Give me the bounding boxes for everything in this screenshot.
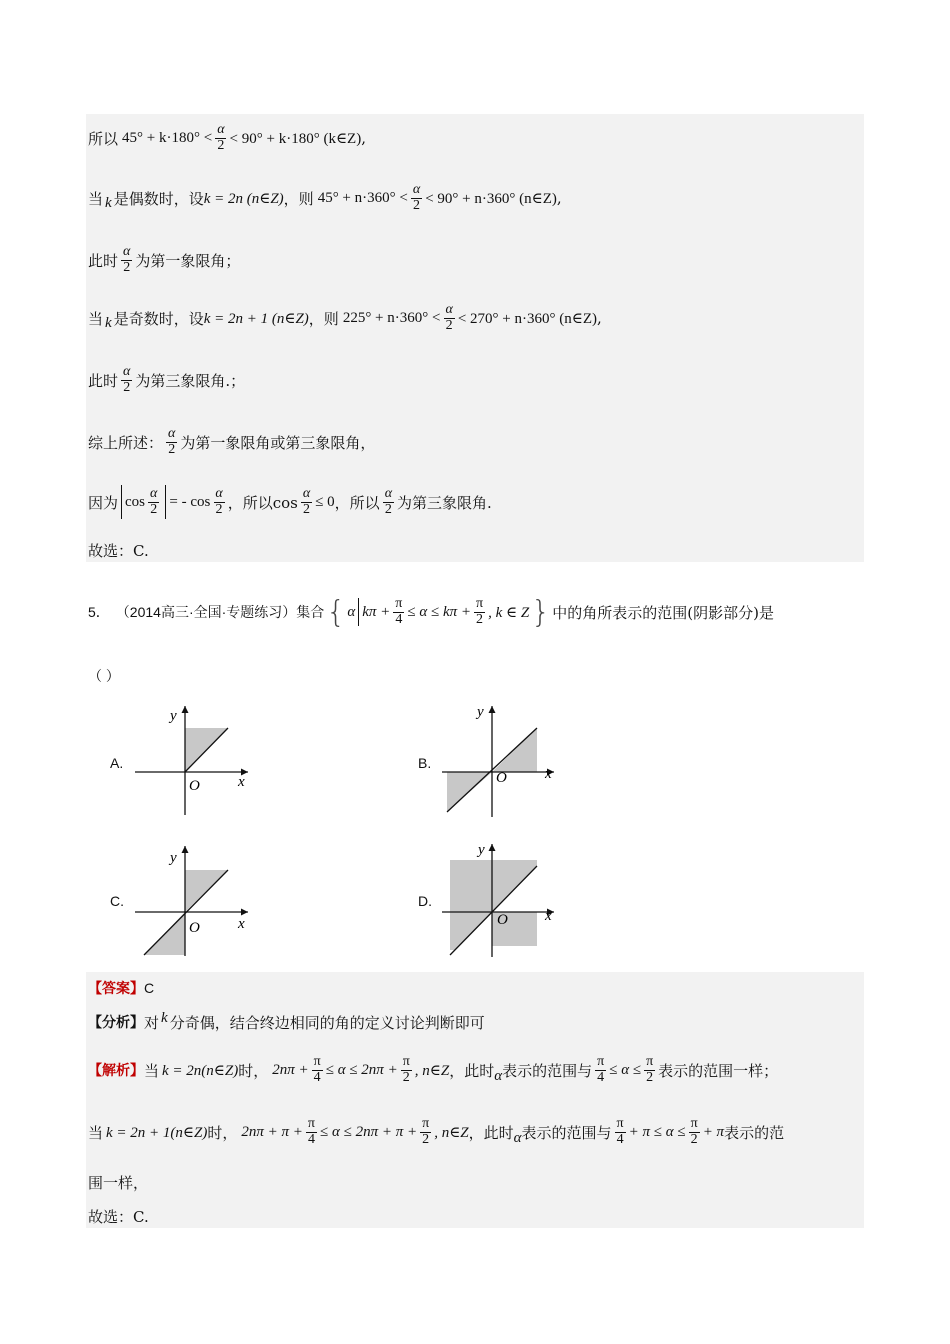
option-a-figure[interactable] xyxy=(130,700,260,820)
option-a-label[interactable]: A. xyxy=(110,755,124,771)
x-axis-label: x xyxy=(238,774,245,790)
solution-line-7: 因为 cos $\frac{\alpha}{2}$ = - cos $\frac{\alpha}{2}$ ，所以cos $\frac{\alpha}{2}$ ≤ 0 ，所以 $\frac{\alpha}{2}$ 为第三象限角. xyxy=(88,482,492,522)
option-c-label[interactable]: C. xyxy=(110,893,124,909)
shaded-region-left xyxy=(450,860,492,912)
answer-line: 【答案】 C xyxy=(88,980,155,997)
y-axis-label: y xyxy=(170,708,177,724)
analysis-line: 【分析】 对 k 分奇偶，结合终边相同的角的定义讨论判断即可 xyxy=(88,1009,485,1032)
origin-label: O xyxy=(496,770,507,786)
solution-line-3: 此时 $\frac{\alpha}{2}$ 为第一象限角； xyxy=(88,243,241,275)
solution-line-6: 综上所述： $\frac{\alpha}{2}$ 为第一象限角或第三象限角， xyxy=(88,425,376,457)
option-b-figure[interactable] xyxy=(440,700,570,820)
x-axis-label: x xyxy=(545,908,552,924)
question-stem: 5． （2014高三·全国·专题练习）集合 { α kπ + $\frac{\pi}{4}$ ≤ α ≤ kπ + $\frac{\pi}{2}$ , k ∈ Z } 中的角所表示的范围(阴影部分)是 xyxy=(88,594,774,630)
solution-line-4: 当 k 是奇数时，设 k = 2n + 1 (n∈Z) ，则 225° + n·360° < $\frac{\alpha}{2}$ < 270° + n·360° (n∈Z) , xyxy=(88,301,602,333)
origin-label: O xyxy=(189,778,200,794)
solution-line-8: 故选：C. xyxy=(88,541,149,560)
solution-line-5: 此时 $\frac{\alpha}{2}$ 为第三象限角.； xyxy=(88,363,246,395)
solution-line-1: 所以 45° + k·180° < $\frac{\alpha}{2}$ < 90° + k·180° (k∈Z) , xyxy=(88,121,366,153)
solution-step-1: 【解析】 当 k = 2n(n∈Z) 时， 2nπ + $\frac{\pi}{4}$ ≤ α ≤ 2nπ + $\frac{\pi}{2}$ , n∈Z ，此时 α 表示的范围与 $\frac{\pi}{4}$ ≤ α ≤ $\frac{\pi}{2}$ 表示的范围一样； xyxy=(88,1053,779,1085)
y-axis-label: y xyxy=(170,850,177,866)
solution-step-2: 当 k = 2n + 1(n∈Z) 时， 2nπ + π + $\frac{\pi}{4}$ ≤ α ≤ 2nπ + π + $\frac{\pi}{2}$ , n∈Z ，此时 α 表示的范围与 $\frac{\pi}{4}$ + π ≤ α ≤ $\frac{\pi}{2}$ + π 表示的范 xyxy=(88,1115,785,1147)
x-axis-label: x xyxy=(238,916,245,932)
option-d-label[interactable]: D. xyxy=(418,893,432,909)
origin-label: O xyxy=(497,912,508,928)
y-axis-label: y xyxy=(477,704,484,720)
solution-line-2: 当 k 是偶数时，设 k = 2n (n∈Z) ，则 45° + n·360° < $\frac{\alpha}{2}$ < 90° + n·360° (n∈Z) , xyxy=(88,181,562,213)
solution-step-4: 故选：C. xyxy=(88,1207,149,1226)
y-axis-label: y xyxy=(478,842,485,858)
option-c-figure[interactable] xyxy=(130,840,260,960)
solution-step-3: 围一样， xyxy=(88,1173,149,1192)
option-d-figure[interactable] xyxy=(440,840,570,960)
x-axis-label: x xyxy=(545,766,552,782)
question-paren: （ ） xyxy=(88,668,120,684)
option-b-label[interactable]: B. xyxy=(418,755,432,771)
origin-label: O xyxy=(189,920,200,936)
